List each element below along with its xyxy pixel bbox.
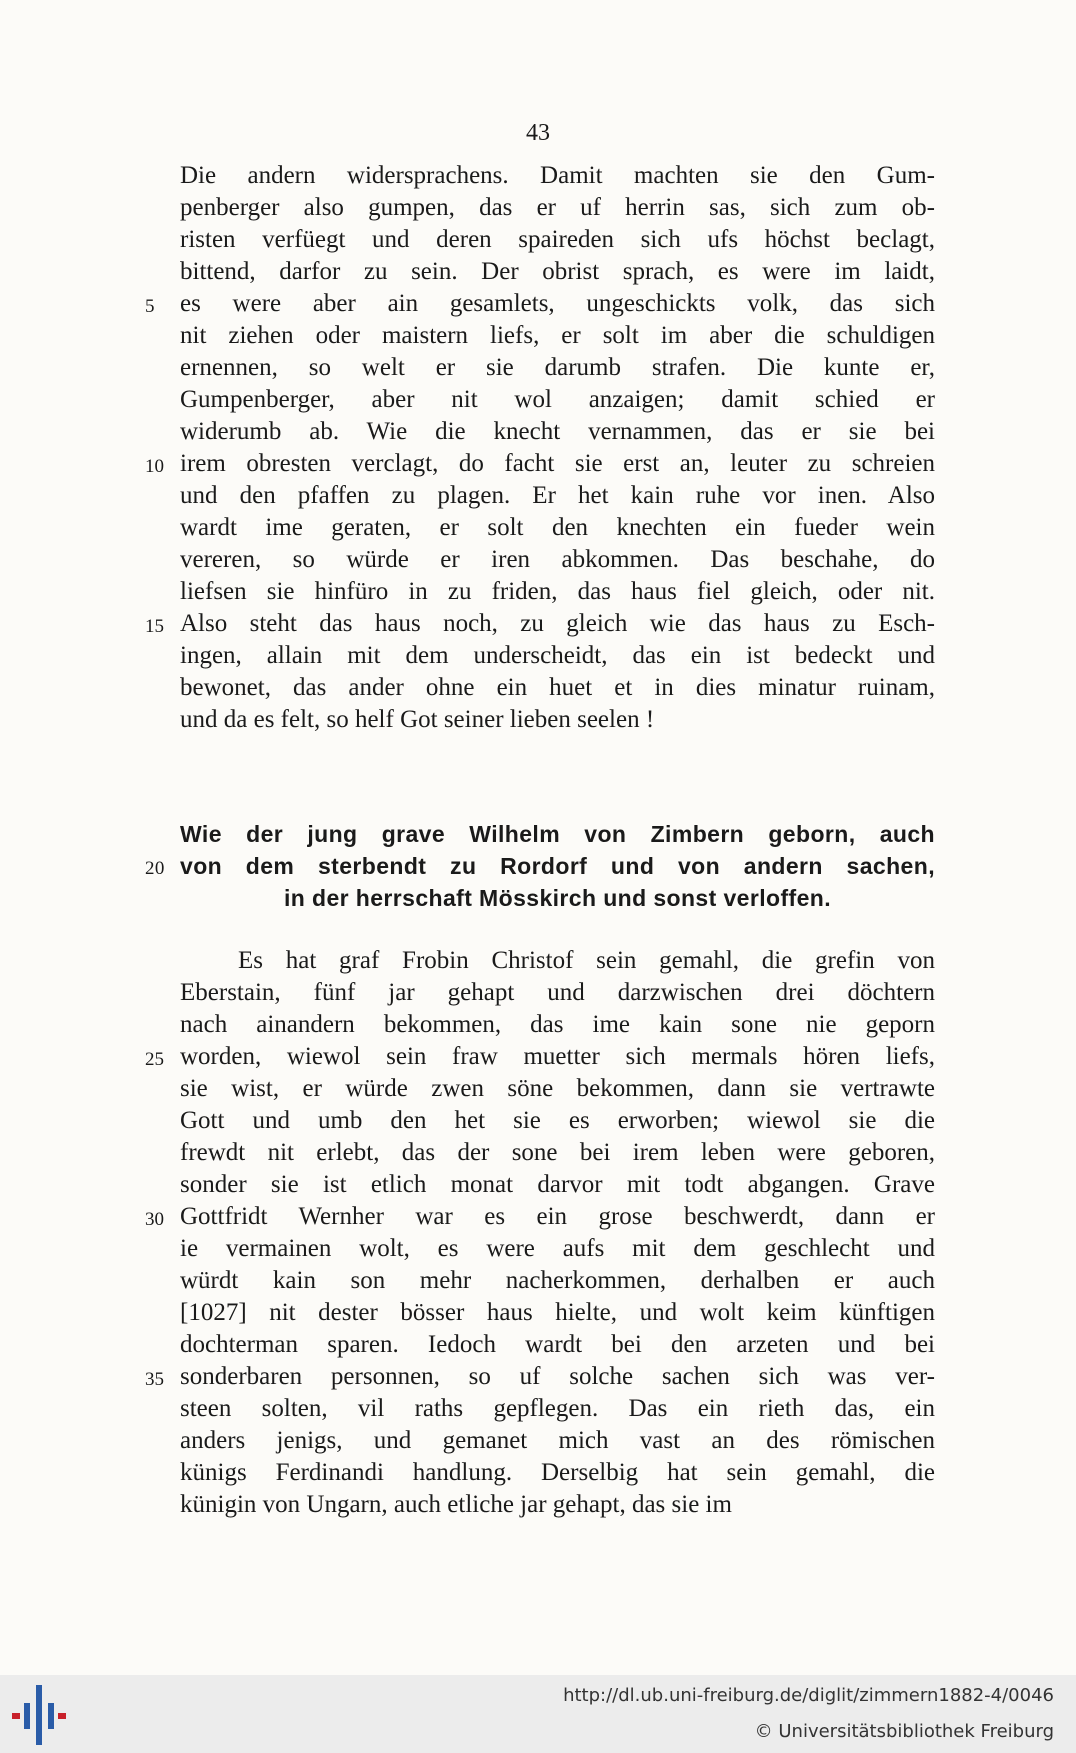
text-line bbox=[180, 512, 935, 544]
text-line bbox=[180, 704, 935, 736]
line-text: und den pfaffen zu plagen. Er het kain ruhe vor inen. Also bbox=[180, 482, 935, 509]
text-line bbox=[180, 977, 935, 1009]
line-text: es were aber ain gesamlets, ungeschickts volk, das sich bbox=[180, 290, 935, 317]
line-text: penberger also gumpen, das er uf herrin sas, sich zum ob- bbox=[180, 194, 935, 221]
line-text: frewdt nit erlebt, das der sone bei irem leben were geboren, bbox=[180, 1139, 935, 1166]
line-text: würdt kain son mehr nacherkommen, derhalben er auch bbox=[180, 1267, 935, 1294]
text-line bbox=[180, 945, 935, 977]
line-text: ingen, allain mit dem underscheidt, das ein ist bedeckt und bbox=[180, 642, 935, 669]
text-line bbox=[180, 1489, 935, 1521]
line-text: künigin von Ungarn, auch etliche jar gehapt, das sie im bbox=[180, 1491, 732, 1518]
line-text: dochterman sparen. Iedoch wardt bei den arzeten und bei bbox=[180, 1331, 935, 1358]
line-text: steen solten, vil raths gepflegen. Das ein rieth das, ein bbox=[180, 1395, 935, 1422]
line-text: sonder sie ist etlich monat darvor mit todt abgangen. Grave bbox=[180, 1171, 935, 1198]
line-text: anders jenigs, und gemanet mich vast an des römischen bbox=[180, 1427, 935, 1454]
line-text: Gumpenberger, aber nit wol anzaigen; damit schied er bbox=[180, 386, 935, 413]
line-text: bewonet, das ander ohne ein huet et in dies minatur ruinam, bbox=[180, 674, 935, 701]
text-line bbox=[180, 1329, 935, 1361]
text-line bbox=[180, 192, 935, 224]
line-number: 20 bbox=[145, 858, 165, 879]
text-line bbox=[180, 384, 935, 416]
ub-freiburg-logo-icon[interactable] bbox=[10, 1683, 70, 1747]
copyright-text: © Universitätsbibliothek Freiburg bbox=[754, 1721, 1054, 1742]
line-text: bittend, darfor zu sein. Der obrist sprach, es were im laidt, bbox=[180, 258, 935, 285]
line-text: Die andern widersprachens. Damit machten sie den Gum- bbox=[180, 162, 935, 189]
heading-line bbox=[180, 818, 935, 850]
text-line bbox=[180, 1009, 935, 1041]
line-text: Wie der jung grave Wilhelm von Zimbern geborn, auch bbox=[180, 821, 935, 847]
paragraph-1 bbox=[145, 160, 935, 736]
line-number: 35 bbox=[145, 1369, 164, 1390]
section-heading bbox=[145, 818, 935, 914]
text-line bbox=[145, 1041, 935, 1073]
line-text: worden, wiewol sein fraw muetter sich mermals hören liefs, bbox=[180, 1043, 935, 1070]
line-text: in der herrschaft Mösskirch und sonst verloffen. bbox=[283, 885, 832, 911]
line-text: Gott und umb den het sie es erworben; wiewol sie die bbox=[180, 1107, 935, 1134]
line-number: 30 bbox=[145, 1209, 164, 1230]
source-url-link[interactable]: http://dl.ub.uni-freiburg.de/diglit/zimmern1882-4/0046 bbox=[563, 1685, 1054, 1706]
line-text: Gottfridt Wernher war es ein grose beschwerdt, dann er bbox=[180, 1203, 935, 1230]
text-line bbox=[180, 224, 935, 256]
line-text: liefsen sie hinfüro in zu friden, das haus fiel gleich, oder nit. bbox=[180, 578, 935, 605]
line-text: nit ziehen oder maistern liefs, er solt im aber die schuldigen bbox=[180, 322, 935, 349]
page-number: 43 bbox=[526, 120, 550, 146]
text-line bbox=[145, 288, 935, 320]
heading-line bbox=[145, 850, 935, 882]
text-line bbox=[180, 576, 935, 608]
line-text: ernennen, so welt er sie darumb strafen. Die kunte er, bbox=[180, 354, 935, 381]
line-text: wardt ime geraten, er solt den knechten ein fueder wein bbox=[180, 514, 935, 541]
paragraph-2 bbox=[145, 945, 935, 1521]
text-line bbox=[180, 1169, 935, 1201]
line-number: 25 bbox=[145, 1049, 164, 1070]
text-line bbox=[145, 1361, 935, 1393]
text-line bbox=[180, 544, 935, 576]
footer-bar bbox=[0, 1675, 1076, 1753]
line-text: von dem sterbendt zu Rordorf und von andern sachen, bbox=[180, 853, 935, 879]
text-line bbox=[180, 1425, 935, 1457]
text-line bbox=[180, 160, 935, 192]
line-text: Eberstain, fünf jar gehapt und darzwischen drei döchtern bbox=[180, 979, 935, 1006]
line-text: Also steht das haus noch, zu gleich wie das haus zu Esch- bbox=[180, 610, 935, 637]
text-line bbox=[180, 1137, 935, 1169]
line-text: widerumb ab. Wie die knecht vernammen, das er sie bei bbox=[180, 418, 935, 445]
text-line bbox=[180, 320, 935, 352]
line-text: irem obresten verclagt, do facht sie erst an, leuter zu schreien bbox=[180, 450, 935, 477]
line-text: vereren, so würde er iren abkommen. Das beschahe, do bbox=[180, 546, 935, 573]
line-text: Es hat graf Frobin Christof sein gemahl, die grefin von bbox=[238, 947, 935, 974]
text-line bbox=[180, 1105, 935, 1137]
line-text: sonderbaren personnen, so uf solche sachen sich was ver- bbox=[180, 1363, 935, 1390]
text-line bbox=[180, 416, 935, 448]
line-text: künigs Ferdinandi handlung. Derselbig hat sein gemahl, die bbox=[180, 1459, 935, 1486]
line-text: [1027] nit dester bösser haus hielte, und wolt keim künftigen bbox=[180, 1299, 935, 1326]
text-line bbox=[145, 448, 935, 480]
text-line bbox=[180, 256, 935, 288]
text-line bbox=[180, 640, 935, 672]
line-text: und da es felt, so helf Got seiner lieben seelen ! bbox=[180, 706, 655, 733]
line-text: sie wist, er würde zwen söne bekommen, dann sie vertrawte bbox=[180, 1075, 935, 1102]
text-line bbox=[145, 1201, 935, 1233]
line-text: ie vermainen wolt, es were aufs mit dem geschlecht und bbox=[180, 1235, 935, 1262]
text-line bbox=[180, 1265, 935, 1297]
text-line bbox=[180, 1393, 935, 1425]
line-number: 10 bbox=[145, 456, 164, 477]
text-line bbox=[180, 1457, 935, 1489]
line-number: 5 bbox=[145, 296, 155, 317]
text-line bbox=[180, 672, 935, 704]
text-line bbox=[180, 480, 935, 512]
text-line bbox=[180, 1233, 935, 1265]
text-line bbox=[145, 608, 935, 640]
heading-line bbox=[180, 882, 935, 914]
text-line bbox=[180, 352, 935, 384]
text-line bbox=[180, 1297, 935, 1329]
line-number: 15 bbox=[145, 616, 164, 637]
line-text: risten verfüegt und deren spaireden sich ufs höchst beclagt, bbox=[180, 226, 935, 253]
text-line bbox=[180, 1073, 935, 1105]
line-text: nach ainandern bekommen, das ime kain sone nie geporn bbox=[180, 1011, 935, 1038]
